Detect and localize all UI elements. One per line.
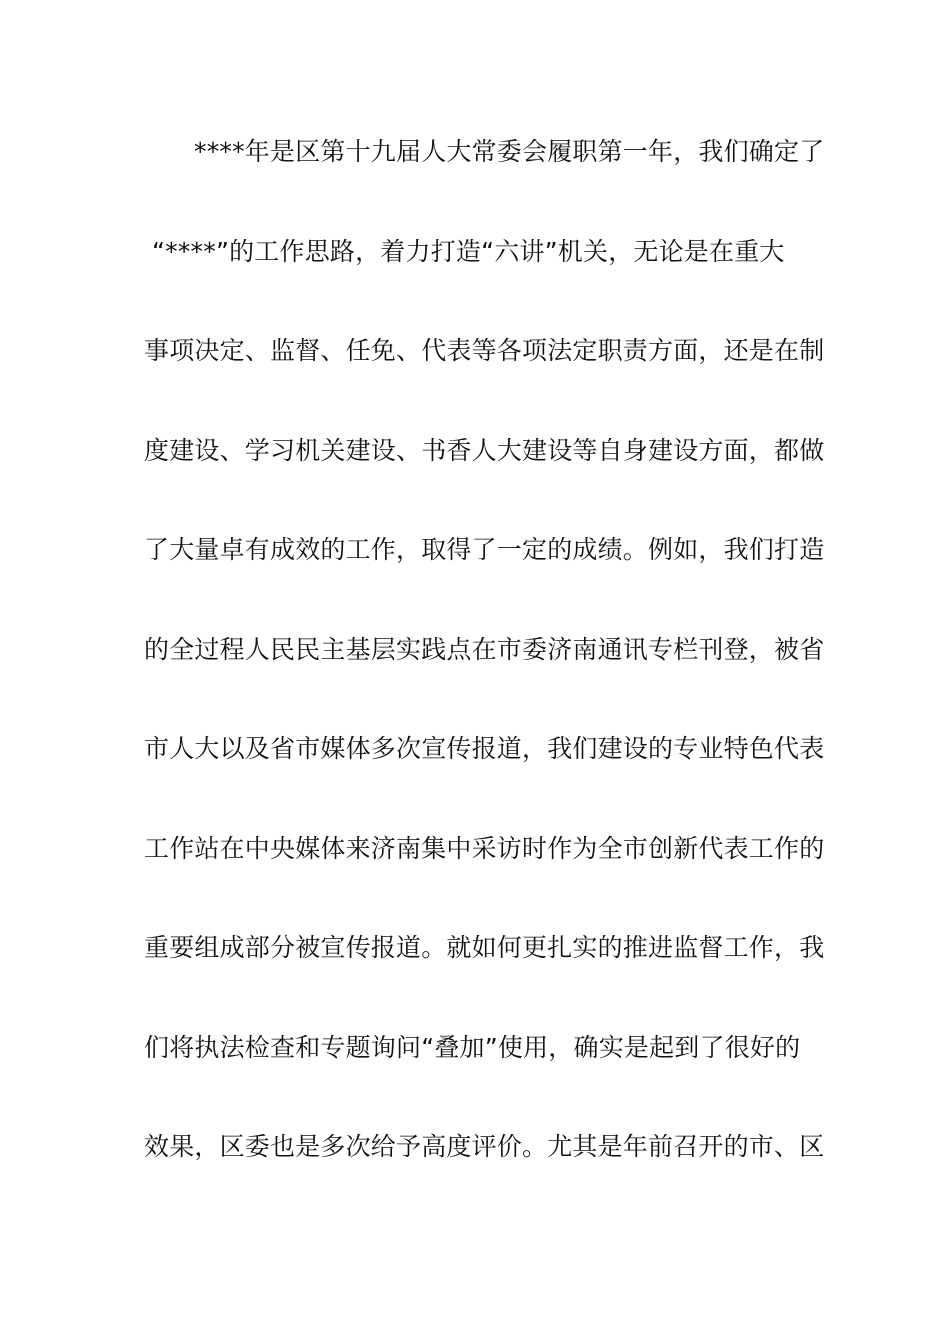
paragraph-line: ****年是区第十九届人大常委会履职第一年，我们确定了 <box>194 137 825 166</box>
paragraph-line: 了大量卓有成效的工作，取得了一定的成绩。例如，我们打造 <box>144 535 825 564</box>
paragraph-line: 事项决定、监督、任免、代表等各项法定职责方面，还是在制 <box>144 336 825 365</box>
body-paragraph <box>144 128 825 1223</box>
paragraph-line: 度建设、学习机关建设、书香人大建设等自身建设方面，都做 <box>144 435 825 465</box>
paragraph-line: 工作站在中央媒体来济南集中采访时作为全市创新代表工作的 <box>144 833 825 863</box>
paragraph-line: 效果，区委也是多次给予高度评价。尤其是年前召开的市、区 <box>144 1132 825 1161</box>
paragraph-line: “****”的工作思路，着力打造“六讲”机关，无论是在重大 <box>152 236 785 266</box>
paragraph-line: 重要组成部分被宣传报道。就如何更扎实的推进监督工作，我 <box>144 933 825 962</box>
paragraph-line: 们将执法检查和专题询问“叠加”使用，确实是起到了很好的 <box>144 1032 801 1062</box>
paragraph-line: 市人大以及省市媒体多次宣传报道，我们建设的专业特色代表 <box>144 734 825 763</box>
paragraph-line: 的全过程人民民主基层实践点在市委济南通讯专栏刊登，被省 <box>144 634 825 664</box>
